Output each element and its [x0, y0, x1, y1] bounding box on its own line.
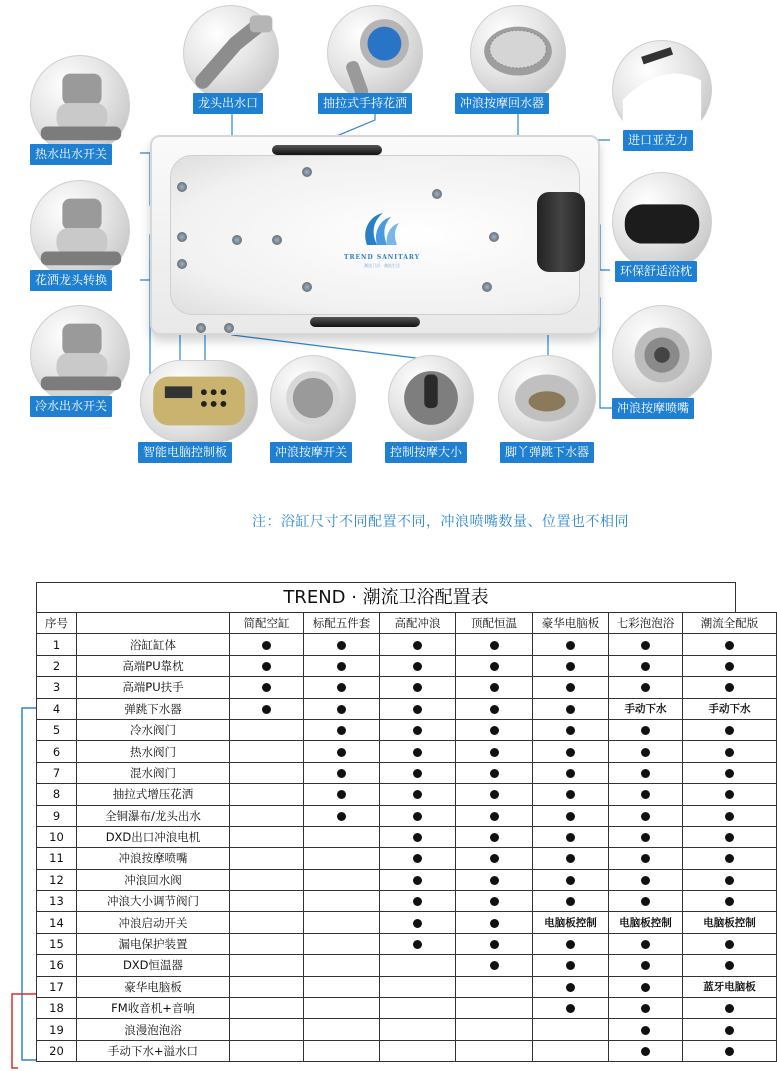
included-dot-icon: [533, 677, 609, 698]
included-dot-icon: [609, 955, 683, 976]
empty-cell: [304, 869, 380, 890]
pillow-photo: [612, 172, 712, 272]
included-dot-icon: [533, 891, 609, 912]
row-number: 4: [37, 698, 77, 719]
included-dot-icon: [609, 634, 683, 655]
included-dot-icon: [533, 976, 609, 997]
row-number: 9: [37, 805, 77, 826]
included-dot-icon: [533, 698, 609, 719]
included-dot-icon: [456, 698, 533, 719]
row-number: 15: [37, 933, 77, 954]
table-title: TREND · 潮流卫浴配置表: [36, 582, 736, 612]
table-header-cell: 高配冲浪: [380, 613, 456, 634]
included-dot-icon: [380, 719, 456, 740]
label-hand-shower: 抽拉式手持花洒: [318, 93, 412, 114]
included-dot-icon: [304, 784, 380, 805]
included-dot-icon: [380, 869, 456, 890]
included-dot-icon: [456, 848, 533, 869]
included-dot-icon: [683, 826, 777, 847]
label-surf-switch: 冲浪按摩开关: [270, 442, 352, 463]
included-dot-icon: [380, 912, 456, 933]
included-dot-icon: [456, 826, 533, 847]
included-dot-icon: [456, 891, 533, 912]
config-note: 蓝牙电脑板: [683, 976, 777, 997]
cold-water-switch-photo: [30, 305, 130, 405]
row-item: 混水阀门: [77, 762, 230, 783]
table-row: [37, 826, 777, 847]
row-number: 5: [37, 719, 77, 740]
surf-jet: [272, 235, 282, 245]
table-row: [37, 955, 777, 976]
row-item: 抽拉式增压花洒: [77, 784, 230, 805]
row-number: 7: [37, 762, 77, 783]
included-dot-icon: [683, 784, 777, 805]
included-dot-icon: [304, 741, 380, 762]
product-diagram: [0, 0, 750, 470]
included-dot-icon: [230, 634, 304, 655]
empty-cell: [533, 1040, 609, 1061]
top-armrest: [272, 145, 382, 155]
surf-switch-knob: [196, 323, 206, 333]
table-header-cell: 豪华电脑板: [533, 613, 609, 634]
table-header-cell: 标配五件套: [304, 613, 380, 634]
surf-jet: [489, 232, 499, 242]
empty-cell: [230, 719, 304, 740]
empty-cell: [230, 912, 304, 933]
included-dot-icon: [533, 869, 609, 890]
included-dot-icon: [304, 762, 380, 783]
row-item: FM收音机+音响: [77, 998, 230, 1019]
config-grid: [36, 612, 777, 1062]
empty-cell: [533, 1019, 609, 1040]
table-row: [37, 848, 777, 869]
included-dot-icon: [533, 762, 609, 783]
tub-valve-jet: [177, 232, 187, 242]
included-dot-icon: [304, 677, 380, 698]
empty-cell: [456, 998, 533, 1019]
table-header-cell: 潮流全配版: [683, 613, 777, 634]
empty-cell: [456, 976, 533, 997]
empty-cell: [304, 998, 380, 1019]
empty-cell: [304, 933, 380, 954]
included-dot-icon: [380, 891, 456, 912]
table-row: [37, 998, 777, 1019]
included-dot-icon: [609, 1019, 683, 1040]
label-acrylic: 进口亚克力: [623, 130, 693, 151]
row-number: 8: [37, 784, 77, 805]
table-row: [37, 784, 777, 805]
table-row: [37, 698, 777, 719]
included-dot-icon: [380, 677, 456, 698]
surf-jet: [482, 282, 492, 292]
included-dot-icon: [456, 933, 533, 954]
row-item: DXD出口冲浪电机: [77, 826, 230, 847]
included-dot-icon: [533, 933, 609, 954]
included-dot-icon: [609, 869, 683, 890]
row-item: 冷水阀门: [77, 719, 230, 740]
row-item: 冲浪启动开关: [77, 912, 230, 933]
included-dot-icon: [380, 741, 456, 762]
included-dot-icon: [380, 933, 456, 954]
brand-subtitle: 潮流卫浴 · 潮流生活: [364, 263, 400, 268]
empty-cell: [230, 762, 304, 783]
included-dot-icon: [683, 655, 777, 676]
size-note: 注：浴缸尺寸不同配置不同，冲浪喷嘴数量、位置也不相同: [252, 514, 629, 530]
empty-cell: [456, 1019, 533, 1040]
included-dot-icon: [456, 762, 533, 783]
config-note: 电脑板控制: [533, 912, 609, 933]
included-dot-icon: [230, 677, 304, 698]
included-dot-icon: [683, 741, 777, 762]
row-item: 冲浪大小调节阀门: [77, 891, 230, 912]
included-dot-icon: [533, 741, 609, 762]
hot-water-switch-photo: [30, 55, 130, 155]
included-dot-icon: [304, 698, 380, 719]
empty-cell: [230, 891, 304, 912]
table-row: [37, 634, 777, 655]
included-dot-icon: [683, 998, 777, 1019]
row-item: 高端PU靠枕: [77, 655, 230, 676]
empty-cell: [380, 976, 456, 997]
table-row: [37, 1040, 777, 1061]
included-dot-icon: [456, 677, 533, 698]
included-dot-icon: [456, 912, 533, 933]
included-dot-icon: [609, 655, 683, 676]
return-valve-jet: [432, 189, 442, 199]
label-return-valve: 冲浪按摩回水器: [455, 93, 549, 114]
included-dot-icon: [609, 805, 683, 826]
row-number: 10: [37, 826, 77, 847]
included-dot-icon: [683, 933, 777, 954]
included-dot-icon: [304, 655, 380, 676]
included-dot-icon: [683, 805, 777, 826]
row-item: 冲浪回水阀: [77, 869, 230, 890]
row-item: 漏电保护装置: [77, 933, 230, 954]
surf-jet: [302, 282, 312, 292]
included-dot-icon: [609, 848, 683, 869]
surf-size-photo: [388, 355, 474, 441]
included-dot-icon: [609, 741, 683, 762]
empty-cell: [304, 891, 380, 912]
included-dot-icon: [533, 784, 609, 805]
empty-cell: [380, 1019, 456, 1040]
table-row: [37, 719, 777, 740]
included-dot-icon: [456, 634, 533, 655]
included-dot-icon: [533, 955, 609, 976]
table-row: [37, 891, 777, 912]
included-dot-icon: [380, 634, 456, 655]
included-dot-icon: [456, 741, 533, 762]
row-number: 6: [37, 741, 77, 762]
row-item: DXD恒温器: [77, 955, 230, 976]
included-dot-icon: [230, 655, 304, 676]
included-dot-icon: [683, 762, 777, 783]
table-row: [37, 1019, 777, 1040]
row-item: 全铜瀑布/龙头出水: [77, 805, 230, 826]
included-dot-icon: [380, 698, 456, 719]
included-dot-icon: [380, 848, 456, 869]
empty-cell: [304, 848, 380, 869]
empty-cell: [230, 998, 304, 1019]
included-dot-icon: [683, 955, 777, 976]
empty-cell: [230, 805, 304, 826]
config-table: [36, 582, 759, 1062]
surf-jet: [302, 167, 312, 177]
faucet-photo: [183, 5, 279, 101]
row-number: 12: [37, 869, 77, 890]
config-note: 手动下水: [683, 698, 777, 719]
row-item: 手动下水+溢水口: [77, 1040, 230, 1061]
row-number: 19: [37, 1019, 77, 1040]
empty-cell: [230, 933, 304, 954]
nozzle-photo: [612, 305, 712, 405]
empty-cell: [230, 784, 304, 805]
included-dot-icon: [609, 677, 683, 698]
empty-cell: [380, 1040, 456, 1061]
trend-logo-icon: [357, 209, 405, 249]
empty-cell: [230, 1019, 304, 1040]
table-row: [37, 762, 777, 783]
included-dot-icon: [533, 998, 609, 1019]
included-dot-icon: [380, 826, 456, 847]
row-number: 14: [37, 912, 77, 933]
acrylic-photo: [612, 40, 712, 140]
bottom-armrest: [310, 317, 420, 327]
included-dot-icon: [609, 826, 683, 847]
empty-cell: [456, 1040, 533, 1061]
included-dot-icon: [683, 869, 777, 890]
included-dot-icon: [456, 955, 533, 976]
empty-cell: [304, 955, 380, 976]
included-dot-icon: [533, 848, 609, 869]
table-row: [37, 677, 777, 698]
shower-switch-photo: [30, 180, 130, 280]
included-dot-icon: [683, 677, 777, 698]
drain-photo: [498, 355, 596, 441]
included-dot-icon: [380, 784, 456, 805]
included-dot-icon: [609, 762, 683, 783]
table-row: [37, 655, 777, 676]
included-dot-icon: [533, 805, 609, 826]
surf-jet: [232, 235, 242, 245]
label-cold-switch: 冷水出水开关: [30, 396, 112, 417]
brand-name: TREND SANITARY: [344, 254, 420, 261]
row-number: 16: [37, 955, 77, 976]
table-row: [37, 869, 777, 890]
tub-pillow: [537, 192, 585, 272]
surf-switch-photo: [270, 355, 356, 441]
row-number: 17: [37, 976, 77, 997]
row-item: 浴缸缸体: [77, 634, 230, 655]
row-item: 冲浪按摩喷嘴: [77, 848, 230, 869]
return-valve-photo: [470, 5, 566, 101]
label-nozzle: 冲浪按摩喷嘴: [612, 398, 694, 419]
row-item: 弹跳下水器: [77, 698, 230, 719]
row-item: 浪漫泡泡浴: [77, 1019, 230, 1040]
bathtub-image: [150, 135, 600, 335]
empty-cell: [304, 1019, 380, 1040]
label-surf-size: 控制按摩大小: [385, 442, 467, 463]
included-dot-icon: [609, 719, 683, 740]
empty-cell: [230, 848, 304, 869]
included-dot-icon: [304, 634, 380, 655]
table-row: [37, 912, 777, 933]
included-dot-icon: [456, 805, 533, 826]
included-dot-icon: [304, 805, 380, 826]
config-note: 电脑板控制: [683, 912, 777, 933]
row-number: 3: [37, 677, 77, 698]
row-item: 豪华电脑板: [77, 976, 230, 997]
table-header-cell: 简配空缸: [230, 613, 304, 634]
included-dot-icon: [609, 1040, 683, 1061]
row-number: 18: [37, 998, 77, 1019]
label-drain: 脚丫弹跳下水器: [500, 442, 594, 463]
row-number: 1: [37, 634, 77, 655]
empty-cell: [304, 912, 380, 933]
empty-cell: [230, 741, 304, 762]
included-dot-icon: [380, 805, 456, 826]
empty-cell: [230, 955, 304, 976]
tub-valve-jet: [177, 259, 187, 269]
included-dot-icon: [683, 1019, 777, 1040]
included-dot-icon: [683, 634, 777, 655]
empty-cell: [230, 976, 304, 997]
table-header-cell: 七彩泡泡浴: [609, 613, 683, 634]
control-panel-photo: [140, 360, 258, 442]
table-header-row: [37, 613, 777, 634]
hand-shower-photo: [327, 5, 423, 101]
included-dot-icon: [380, 762, 456, 783]
label-faucet: 龙头出水口: [193, 93, 263, 114]
row-number: 11: [37, 848, 77, 869]
empty-cell: [380, 998, 456, 1019]
row-item: 高端PU扶手: [77, 677, 230, 698]
included-dot-icon: [533, 634, 609, 655]
included-dot-icon: [683, 891, 777, 912]
included-dot-icon: [609, 998, 683, 1019]
included-dot-icon: [683, 1040, 777, 1061]
included-dot-icon: [609, 784, 683, 805]
label-hot-switch: 热水出水开关: [30, 144, 112, 165]
included-dot-icon: [456, 784, 533, 805]
table-header-cell: [77, 613, 230, 634]
config-note: 手动下水: [609, 698, 683, 719]
row-number: 20: [37, 1040, 77, 1061]
included-dot-icon: [230, 698, 304, 719]
label-control-panel: 智能电脑控制板: [138, 442, 232, 463]
tub-valve-jet: [177, 182, 187, 192]
surf-size-knob: [224, 323, 234, 333]
included-dot-icon: [456, 719, 533, 740]
empty-cell: [230, 1040, 304, 1061]
included-dot-icon: [533, 826, 609, 847]
included-dot-icon: [683, 719, 777, 740]
label-pillow: 环保舒适浴枕: [615, 261, 697, 282]
config-note: 电脑板控制: [609, 912, 683, 933]
empty-cell: [304, 826, 380, 847]
included-dot-icon: [533, 719, 609, 740]
table-row: [37, 976, 777, 997]
table-row: [37, 741, 777, 762]
included-dot-icon: [533, 655, 609, 676]
empty-cell: [304, 976, 380, 997]
empty-cell: [304, 1040, 380, 1061]
label-shower-switch: 花洒龙头转换: [30, 270, 112, 291]
table-header-cell: 顶配恒温: [456, 613, 533, 634]
included-dot-icon: [609, 891, 683, 912]
row-number: 2: [37, 655, 77, 676]
included-dot-icon: [683, 848, 777, 869]
table-row: [37, 805, 777, 826]
included-dot-icon: [456, 869, 533, 890]
included-dot-icon: [380, 655, 456, 676]
table-row: [37, 933, 777, 954]
row-number: 13: [37, 891, 77, 912]
empty-cell: [230, 869, 304, 890]
empty-cell: [230, 826, 304, 847]
empty-cell: [380, 955, 456, 976]
included-dot-icon: [304, 719, 380, 740]
table-header-cell: 序号: [37, 613, 77, 634]
included-dot-icon: [456, 655, 533, 676]
included-dot-icon: [609, 976, 683, 997]
row-item: 热水阀门: [77, 741, 230, 762]
group-brackets: [6, 700, 40, 1071]
included-dot-icon: [609, 933, 683, 954]
